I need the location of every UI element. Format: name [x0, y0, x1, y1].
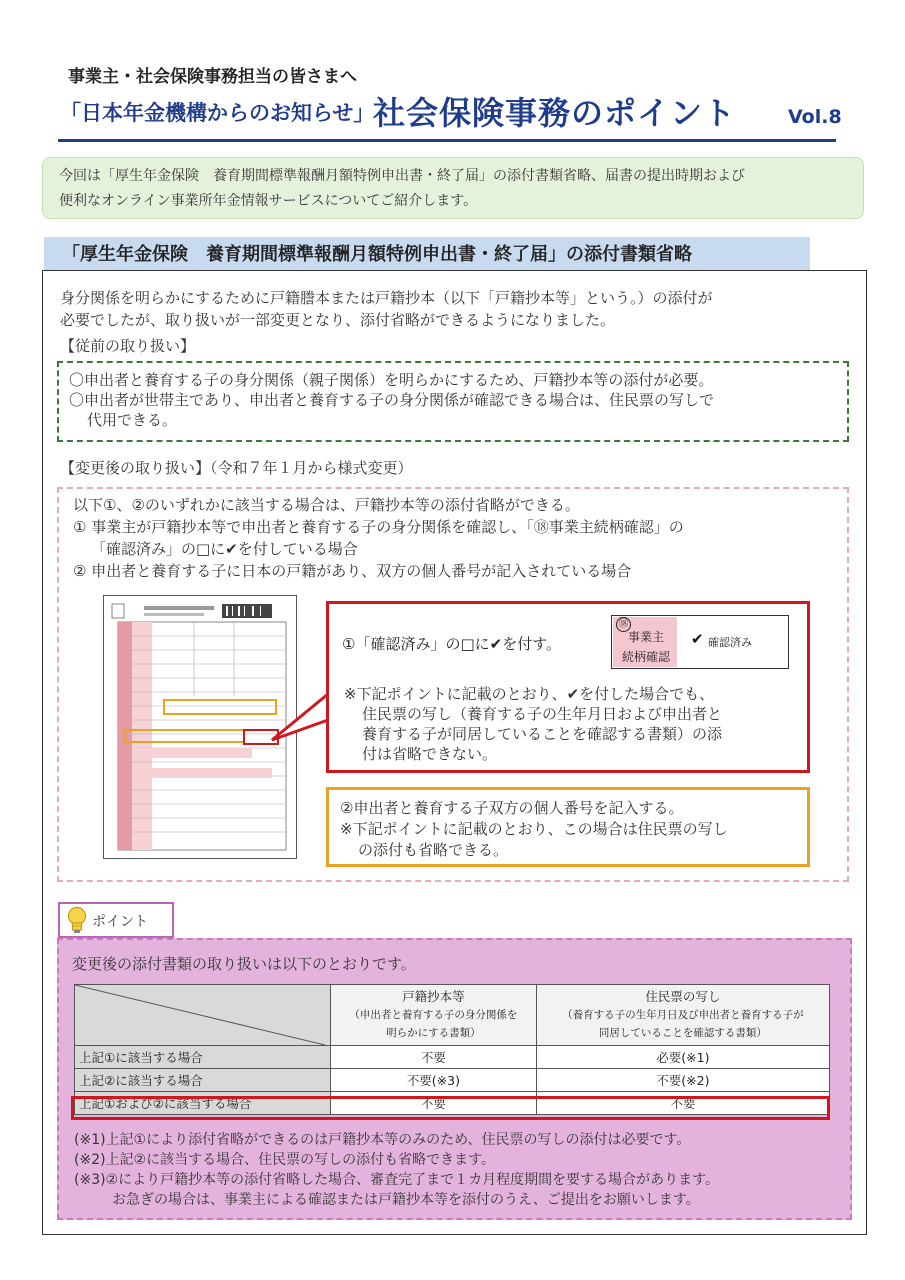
row-juminhyo-value: 必要(※1)	[536, 1046, 829, 1069]
header-juminhyo-sub-1: （養育する子の生年月日及び申出者と養育する子が	[562, 1009, 804, 1021]
header-koseki-sub-2: 明らかにする書類）	[386, 1027, 481, 1039]
checkmark-icon: ✔	[691, 630, 704, 648]
row-label: 上記①および②に該当する場合	[75, 1092, 331, 1115]
form-thumbnail	[103, 595, 297, 859]
check-field-value: 確認済み	[708, 636, 752, 649]
table-row	[75, 1069, 830, 1092]
highlight-row-frame	[71, 1096, 830, 1120]
after-line-2: ① 事業主が戸籍抄本等で申出者と養育する子の身分関係を確認し、「⑱事業主続柄確認」の	[73, 518, 684, 536]
section-paragraph	[60, 287, 850, 331]
row-label: 上記①に該当する場合	[75, 1046, 331, 1069]
note-2: (※2)上記②に該当する場合、住民票の写しの添付も省略できます。	[74, 1152, 495, 1168]
intro-line-1: 今回は「厚生年金保険 養育期間標準報酬月額特例申出書・終了届」の添付書類省略、届書の提出時期および	[59, 168, 745, 184]
point-notes	[74, 1130, 844, 1210]
after-line-3: 「確認済み」の□に✔を付している場合	[91, 540, 358, 558]
header-koseki-title: 戸籍抄本等	[402, 989, 465, 1004]
callout2-line-2: ※下記ポイントに記載のとおり、この場合は住民票の写し	[340, 820, 728, 838]
page-prefix: 「日本年金機構からのお知らせ」	[60, 101, 375, 125]
callout1-note	[344, 684, 794, 764]
table-header-juminhyo	[536, 985, 829, 1046]
table-header-koseki	[331, 985, 537, 1046]
note-4: お急ぎの場合は、事業主による確認または戸籍抄本等を添付のうえ、ご提出をお願いします。	[112, 1192, 700, 1208]
callout1-note-line-2: 住民票の写し（養育する子の生年月日および申出者と	[362, 705, 723, 723]
section-heading: 「厚生年金保険 養育期間標準報酬月額特例申出書・終了届」の添付書類省略	[44, 237, 810, 271]
paragraph-line-1: 身分関係を明らかにするために戸籍謄本または戸籍抄本（以下「戸籍抄本等」という。）の添付が	[60, 289, 713, 307]
before-label: 【従前の取り扱い】	[60, 337, 196, 355]
row-label: 上記②に該当する場合	[75, 1069, 331, 1092]
form-illustration	[104, 596, 296, 858]
after-label: 【変更後の取り扱い】（令和７年１月から様式変更）	[60, 459, 413, 477]
header-koseki-sub-1: （申出者と養育する子の身分関係を	[349, 1009, 518, 1021]
before-box	[57, 361, 849, 442]
note-1: (※1)上記①により添付省略ができるのは戸籍抄本等のみのため、住民票の写しの添付は必要です。	[74, 1132, 691, 1148]
point-lead: 変更後の添付書類の取り扱いは以下のとおりです。	[72, 955, 416, 973]
table-header-row	[75, 985, 830, 1046]
after-line-1: 以下①、②のいずれかに該当する場合は、戸籍抄本等の添付省略ができる。	[73, 496, 580, 514]
callout1-note-line-1: ※下記ポイントに記載のとおり、✔を付した場合でも、	[344, 685, 715, 703]
intro-box	[42, 157, 864, 219]
row-koseki-value: 不要	[331, 1092, 537, 1115]
diagonal-line	[75, 985, 325, 1045]
check-field-label-1: 事業主	[627, 630, 664, 644]
callout2-line-3: の添付も省略できる。	[358, 841, 509, 859]
intro-line-2: 便利なオンライン事業所年金情報サービスについてご紹介します。	[59, 193, 478, 209]
check-field-label-2: 続柄確認	[621, 650, 670, 664]
page-title: 社会保険事務のポイント	[373, 94, 737, 132]
table-corner-cell	[75, 985, 331, 1046]
lightbulb-icon	[66, 906, 88, 934]
row-juminhyo-value: 不要	[536, 1092, 829, 1115]
header-juminhyo-title: 住民票の写し	[645, 989, 721, 1004]
after-line-4: ② 申出者と養育する子に日本の戸籍があり、双方の個人番号が記入されている場合	[73, 562, 632, 580]
before-item-2: 〇申出者が世帯主であり、申出者と養育する子の身分関係が確認できる場合は、住民票の写しで	[69, 391, 715, 409]
header-underline	[58, 139, 836, 142]
point-label: ポイント	[92, 914, 148, 930]
note-3: (※3)②により戸籍抄本等の添付省略した場合、審査完了まで１カ月程度期間を要する場合があります。	[74, 1172, 719, 1188]
before-item-1: 〇申出者と養育する子の身分関係（親子関係）を明らかにするため、戸籍抄本等の添付が必要。	[69, 371, 714, 389]
page-subtitle: 事業主・社会保険事務担当の皆さまへ	[68, 67, 357, 87]
callout1-instruction: ①「確認済み」の□に✔を付す。	[342, 635, 561, 653]
table-row	[75, 1046, 830, 1069]
row-koseki-value: 不要	[331, 1046, 537, 1069]
callout2-text	[340, 798, 800, 861]
callout2-line-1: ②申出者と養育する子双方の個人番号を記入する。	[340, 799, 684, 817]
row-juminhyo-value: 不要(※2)	[536, 1069, 829, 1092]
before-item-2-cont: 代用できる。	[87, 411, 178, 429]
check-field-number: ⑱	[616, 617, 631, 632]
header-juminhyo-sub-2: 同居していることを確認する書類）	[598, 1027, 767, 1039]
callout1-note-line-3: 養育する子が同居していることを確認する書類）の添	[362, 725, 723, 743]
callout1-note-line-4: 付は省略できない。	[362, 745, 498, 763]
paragraph-line-2: 必要でしたが、取り扱いが一部変更となり、添付省略ができるようになりました。	[60, 311, 616, 329]
after-text	[73, 494, 833, 582]
volume-number: Vol.8	[788, 106, 842, 128]
row-koseki-value: 不要(※3)	[331, 1069, 537, 1092]
